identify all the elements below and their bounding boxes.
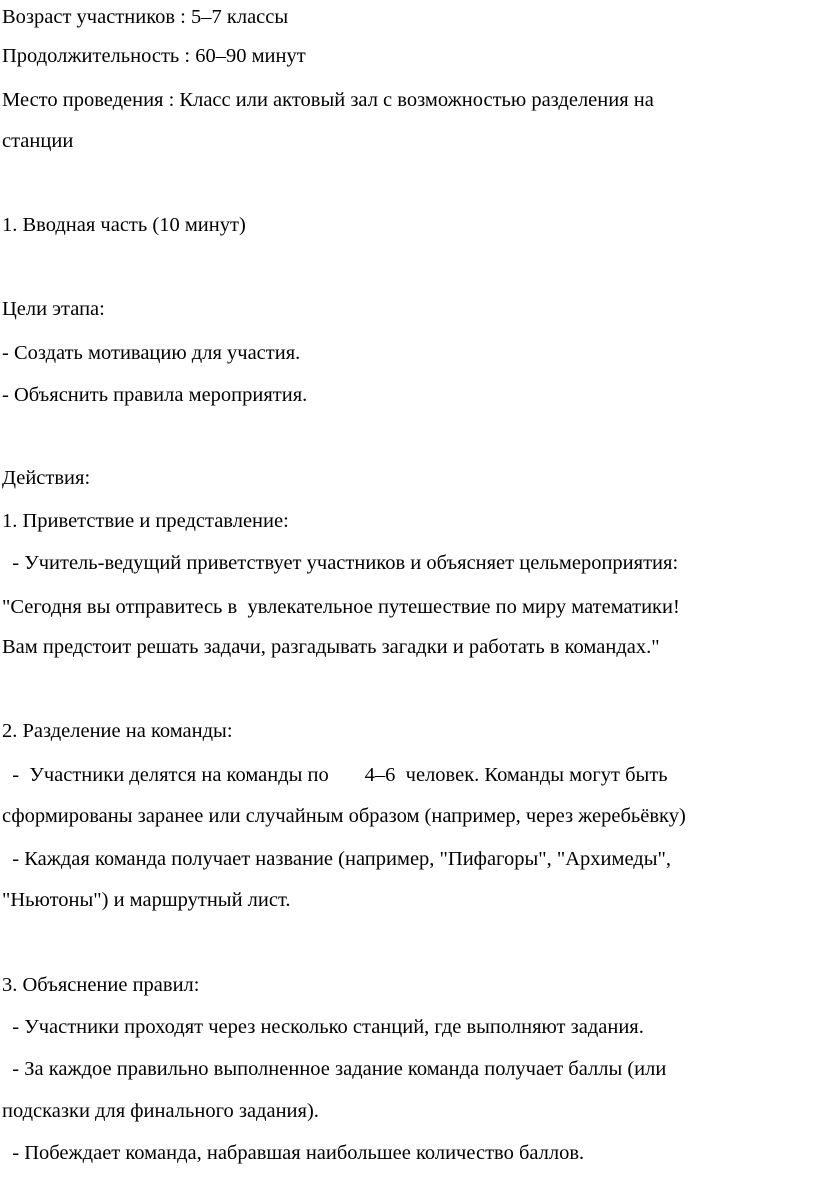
age-line: Возраст участников : 5–7 классы	[2, 6, 289, 28]
venue-line-continued: станции	[2, 130, 74, 152]
step-text-line: - Участники проходят через несколько станций, где выполняют задания.	[2, 1016, 644, 1038]
step-text-line: - Участники делятся на команды по 4–6 человек. Команды могут быть	[2, 764, 668, 786]
step-text-line: "Ньютоны") и маршрутный лист.	[2, 889, 291, 911]
step-title: 1. Приветствие и представление:	[2, 510, 289, 532]
section-title: 1. Вводная часть (10 минут)	[2, 214, 246, 236]
step-title: 3. Объяснение правил:	[2, 974, 200, 996]
step-text-line: Вам предстоит решать задачи, разгадывать загадки и работать в командах."	[2, 636, 660, 658]
goal-item: - Объяснить правила мероприятия.	[2, 384, 308, 406]
step-text-line: - Учитель-ведущий приветствует участников и объясняет цельмероприятия:	[2, 552, 679, 574]
duration-line: Продолжительность : 60–90 минут	[2, 45, 306, 67]
venue-line: Место проведения : Класс или актовый зал с возможностью разделения на	[2, 89, 654, 111]
step-text-line: - Побеждает команда, набравшая наибольшее количество баллов.	[2, 1142, 585, 1164]
goals-heading: Цели этапа:	[2, 298, 105, 320]
step-text-line: - Каждая команда получает название (например, "Пифагоры", "Архимеды",	[2, 848, 671, 870]
step-text-line: - За каждое правильно выполненное задание команда получает баллы (или	[2, 1058, 667, 1080]
actions-heading: Действия:	[2, 467, 91, 489]
step-text-line: сформированы заранее или случайным образом (например, через жеребьёвку)	[2, 805, 686, 827]
step-title: 2. Разделение на команды:	[2, 720, 233, 742]
step-text-line: подсказки для финального задания).	[2, 1100, 319, 1122]
step-text-line: "Сегодня вы отправитесь в увлекательное путешествие по миру математики!	[2, 596, 680, 618]
goal-item: - Создать мотивацию для участия.	[2, 342, 301, 364]
